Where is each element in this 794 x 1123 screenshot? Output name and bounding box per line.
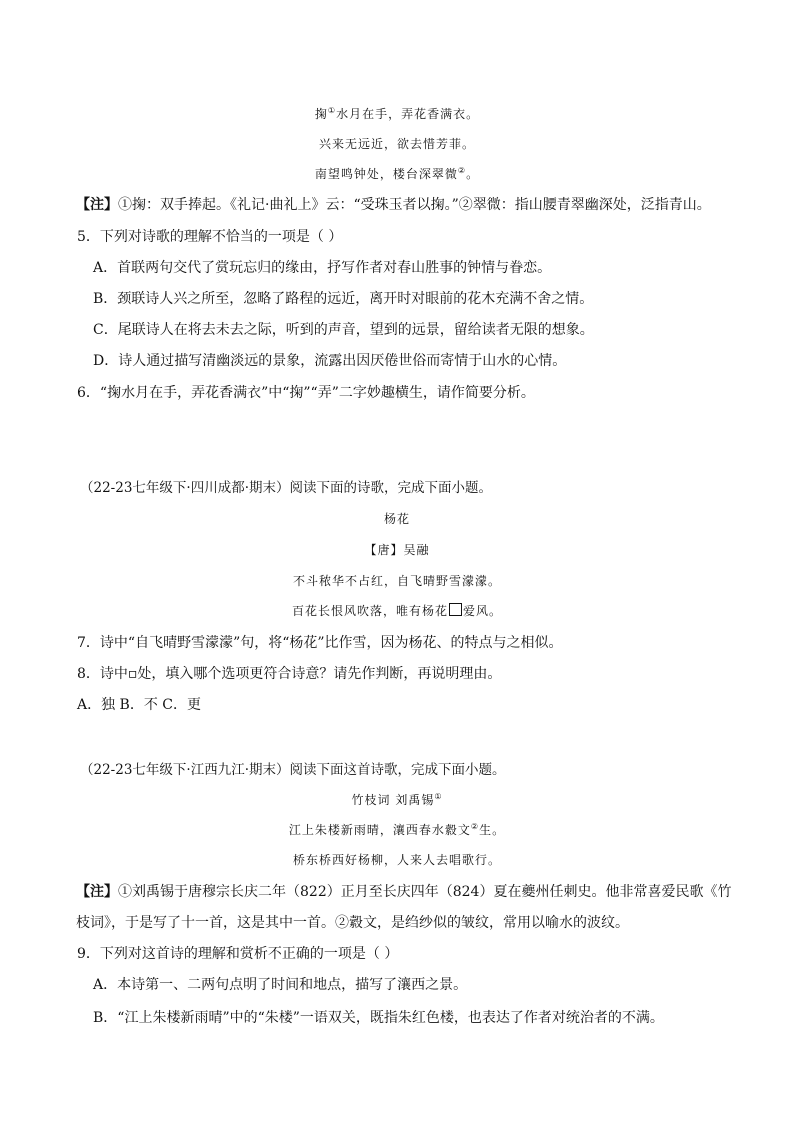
poem1-line2: 兴来无远近，欲去惜芳菲。: [318, 137, 475, 151]
note1: 【注】①掬：双手捧起。《礼记·曲礼上》云：“受珠玉者以掬。”②翠微：指山腰青翠幽深处，泛指青山。: [76, 197, 711, 213]
section2-poem-title: 杨花: [383, 512, 410, 526]
question-9-option-a: A．本诗第一、二两句点明了时间和地点，描写了瀼西之景。: [93, 977, 468, 993]
section3-poem-line1: 江上朱楼新雨晴，瀼西春水縠文②生。: [288, 822, 506, 837]
section3-poem-line2: 桥东桥西好杨柳，人来人去唱歌行。: [292, 853, 501, 867]
section2-poem-author: 【唐】吴融: [364, 543, 430, 557]
question-9-option-b: B．“江上朱楼新雨晴”中的“朱楼”一语双关，既指朱红色楼，也表达了作者对统治者的不满。: [93, 1010, 664, 1026]
question-6-stem: 6．“掬水月在手，弄花香满衣”中“掬”“弄”二字妙趣横生，请作简要分析。: [77, 385, 535, 401]
question-5-option-b: B．颈联诗人兴之所至，忽略了路程的远近，离开时对眼前的花木充满不舍之情。: [93, 291, 594, 307]
question-7-stem: 7．诗中“自飞晴野雪濛濛”句，将“杨花”比作雪，因为杨花、的特点与之相似。: [77, 635, 563, 651]
section2-poem-line1: 不斗秾华不占红，自飞晴野雪濛濛。: [292, 574, 501, 588]
question-9-stem: 9．下列对这首诗的理解和赏析不正确的一项是（ ）: [77, 946, 399, 962]
question-8-options: A．独 B．不 C．更: [77, 697, 202, 713]
section2-source: （22-23七年级下·四川成都·期末）阅读下面的诗歌，完成下面小题。: [80, 480, 492, 496]
note3-line2: 枝词》，于是写了十一首，这是其中一首。②縠文，是绉纱似的皱纹，常用以喻水的波纹。: [76, 915, 629, 931]
section3-poem-title: 竹枝词 刘禹锡①: [351, 792, 443, 807]
poem1-line1: 掬①水月在手，弄花香满衣。: [314, 106, 480, 121]
blank-box: [449, 603, 462, 616]
question-8-stem: 8．诗中▫处，填入哪个选项更符合诗意？请先作判断，再说明理由。: [77, 666, 502, 682]
poem1-line3: 南望鸣钟处，楼台深翠微②。: [314, 166, 480, 181]
question-5-stem: 5．下列对诗歌的理解不恰当的一项是（ ）: [77, 229, 343, 245]
question-5-option-d: D．诗人通过描写清幽淡远的景象，流露出因厌倦世俗而寄情于山水的心情。: [93, 353, 567, 369]
section3-source: （22-23七年级下·江西九江·期末）阅读下面这首诗歌，完成下面小题。: [80, 762, 506, 778]
question-5-option-a: A．首联两句交代了赏玩忘归的缘由，抒写作者对春山胜事的钟情与眷恋。: [93, 260, 552, 276]
section2-poem-line2: 百花长恨风吹落，唯有杨花 爱风。: [291, 604, 503, 618]
note3-line1: 【注】①刘禹锡于唐穆宗长庆二年（822）正月至长庆四年（824）夏在夔州任刺史。他非常喜爱民歌《竹: [76, 884, 732, 900]
question-5-option-c: C．尾联诗人在将去未去之际，听到的声音，望到的远景，留给读者无限的想象。: [93, 322, 594, 338]
